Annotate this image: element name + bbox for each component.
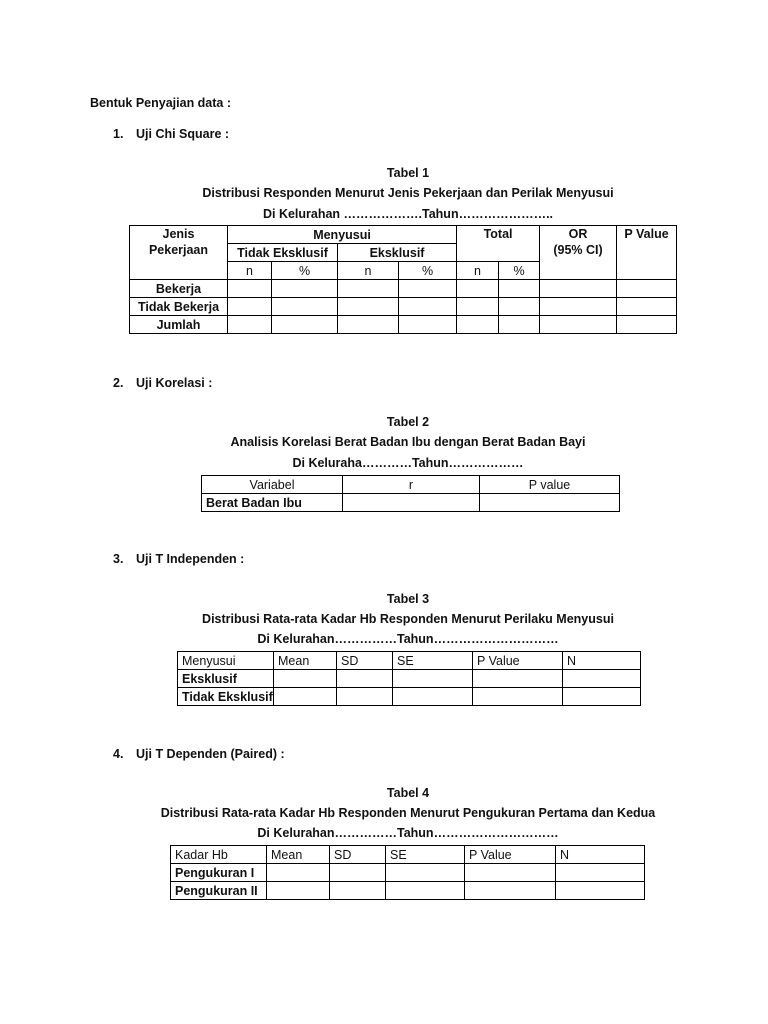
table3-location: Di Kelurahan……………Tahun………………………… (257, 632, 559, 646)
table4-title: Distribusi Rata-rata Kadar Hb Responden Menurut Pengukuran Pertama dan Kedua (160, 806, 656, 820)
table1-header-total: Total (457, 226, 540, 262)
table2-header-variabel: Variabel (202, 476, 343, 494)
section-title-korelasi: Uji Korelasi : (136, 376, 213, 390)
table2-row (202, 494, 620, 512)
table1-header-jenis-line1: Jenis (162, 227, 195, 241)
table1-header-menyusui: Menyusui (228, 226, 457, 244)
table3-row-label: Tidak Eksklusif (178, 688, 274, 706)
table2-title: Analisis Korelasi Berat Badan Ibu dengan Berat Badan Bayi (230, 435, 586, 449)
table3-header-mean: Mean (274, 652, 337, 670)
table1-header-jenis (130, 226, 228, 280)
table3 (177, 651, 641, 706)
table1-row (130, 298, 677, 316)
table1 (129, 225, 677, 334)
table1-caption: Tabel 1 (386, 166, 430, 180)
table1-title: Distribusi Responden Menurut Jenis Pekerjaan dan Perilak Menyusui (202, 186, 614, 200)
table4-row-label: Pengukuran II (171, 882, 267, 900)
table4-row (171, 864, 645, 882)
table4-row (171, 882, 645, 900)
table1-row (130, 280, 677, 298)
table4-header-pvalue: P Value (465, 846, 556, 864)
table2-header-pvalue: P value (480, 476, 620, 494)
table4-header-n: N (556, 846, 645, 864)
table2-caption: Tabel 2 (386, 415, 430, 429)
table1-location: Di Kelurahan ……………….Tahun………………….. (262, 207, 554, 221)
section-number-4: 4. (113, 747, 124, 761)
table3-row-label: Eksklusif (178, 670, 274, 688)
section-number-3: 3. (113, 552, 124, 566)
table1-header-tidak-eksklusif: Tidak Eksklusif (228, 244, 338, 262)
table3-header-n: N (563, 652, 641, 670)
table1-row-label: Tidak Bekerja (130, 298, 228, 316)
table2-header-r: r (343, 476, 480, 494)
table1-row-label: Jumlah (130, 316, 228, 334)
table3-caption: Tabel 3 (386, 592, 430, 606)
table1-header-or-line1: OR (568, 227, 588, 241)
table1-subheader-pct: % (499, 262, 540, 280)
table4-header-se: SE (386, 846, 465, 864)
table3-header-se: SE (393, 652, 473, 670)
table3-row (178, 688, 641, 706)
table1-header-pvalue: P Value (617, 226, 677, 280)
table2-location: Di Keluraha…………Tahun……………… (292, 456, 524, 470)
section-number-1: 1. (113, 127, 124, 141)
table1-header-or-line2: (95% CI) (553, 243, 603, 257)
table3-title: Distribusi Rata-rata Kadar Hb Responden Menurut Perilaku Menyusui (202, 612, 614, 626)
table3-header-pvalue: P Value (473, 652, 563, 670)
section-title-t-dependen: Uji T Dependen (Paired) : (136, 747, 285, 761)
table2 (201, 475, 620, 512)
document-heading: Bentuk Penyajian data : (90, 96, 232, 110)
table4-location: Di Kelurahan……………Tahun………………………… (257, 826, 559, 840)
table1-row (130, 316, 677, 334)
table4-row-label: Pengukuran I (171, 864, 267, 882)
table4-header-sd: SD (330, 846, 386, 864)
table4-header-mean: Mean (267, 846, 330, 864)
table4 (170, 845, 645, 900)
table2-row-label: Berat Badan Ibu (202, 494, 343, 512)
section-title-chi-square: Uji Chi Square : (136, 127, 230, 141)
section-number-2: 2. (113, 376, 124, 390)
table4-caption: Tabel 4 (386, 786, 430, 800)
table1-subheader-n: n (338, 262, 399, 280)
table4-header-kadar-hb: Kadar Hb (171, 846, 267, 864)
table1-header-jenis-line2: Pekerjaan (148, 243, 209, 257)
table3-row (178, 670, 641, 688)
table1-header-eksklusif: Eksklusif (338, 244, 457, 262)
table1-subheader-n: n (457, 262, 499, 280)
section-title-t-independen: Uji T Independen : (136, 552, 245, 566)
table1-row-label: Bekerja (130, 280, 228, 298)
table1-subheader-pct: % (399, 262, 457, 280)
table1-header-or (540, 226, 617, 280)
table3-header-menyusui: Menyusui (178, 652, 274, 670)
table1-subheader-n: n (228, 262, 272, 280)
table3-header-sd: SD (337, 652, 393, 670)
table1-subheader-pct: % (272, 262, 338, 280)
